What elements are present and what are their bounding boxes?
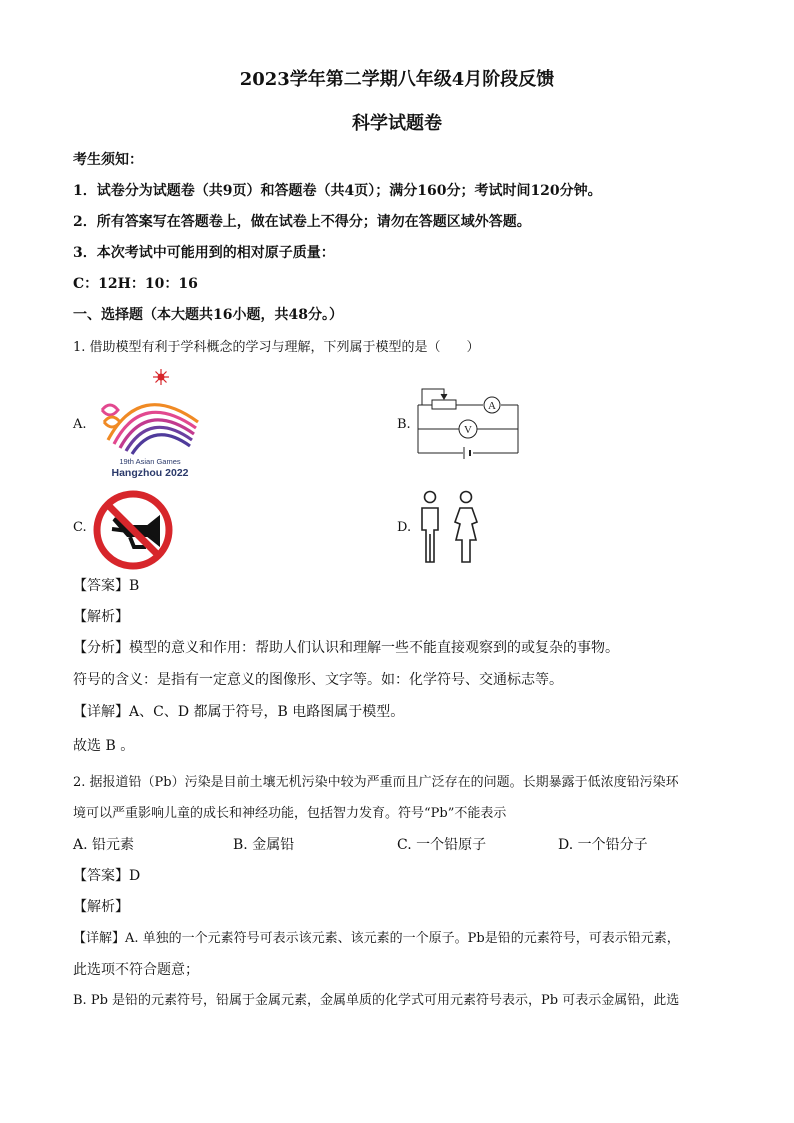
question-2-stem: 2. 据报道铅（Pb）污染是目前土壤无机污染中较为严重而且广泛存在的问题。长期暴露于低浓度铅污染环 — [73, 775, 679, 790]
sun-emblem-icon — [153, 369, 169, 385]
q2-option-c: C. 一个铅原子 — [397, 837, 487, 853]
detail-1-text: 【详解】A、C、D 都属于符号，B 电路图属于模型。 — [73, 704, 405, 720]
restroom-figures-icon — [414, 488, 490, 568]
asian-games-logo — [90, 366, 210, 484]
circuit-diagram — [414, 385, 524, 465]
answer-1: 【答案】B — [73, 578, 140, 594]
question-2-stem-cont: 境可以严重影响儿童的成长和神经功能，包括智力发育。符号“Pb”不能表示 — [73, 806, 507, 821]
notice-item: 3．本次考试中可能用到的相对原子质量： — [73, 245, 335, 261]
option-a-label: A. — [73, 417, 87, 432]
answer-2: 【答案】D — [73, 868, 141, 884]
q2-option-a: A. 铅元素 — [73, 837, 135, 853]
logo-caption-1: 19th Asian Games — [119, 457, 181, 466]
detail-2-option-b: B. Pb 是铅的元素符号，铅属于金属元素，金属单质的化学式可用元素符号表示，Pb 可表示金属铅，此选 — [73, 993, 680, 1008]
option-c-label: C. — [73, 520, 87, 535]
analysis-1-text: 【分析】模型的意义和作用：帮助人们认识和理解一些不能直接观察到的或复杂的事物。 — [73, 640, 619, 656]
page-title: 2023学年第二学期八年级4月阶段反馈 — [239, 69, 555, 90]
section-heading: 一、选择题（本大题共16小题，共48分。） — [73, 307, 343, 323]
page-subtitle: 科学试题卷 — [352, 113, 442, 134]
analysis-2-label: 【解析】 — [73, 899, 129, 915]
option-d-label: D. — [397, 520, 412, 535]
q2-option-b: B. 金属铅 — [233, 837, 295, 853]
notice-heading: 考生须知： — [73, 152, 143, 168]
notice-item: 2．所有答案写在答题卷上，做在试卷上不得分；请勿在答题区域外答题。 — [73, 214, 531, 230]
ornament-icon — [102, 405, 120, 427]
detail-2-text: 【详解】A. 单独的一个元素符号可表示该元素、该元素的一个原子。Pb是铅的元素符号，可表示铅元素， — [73, 931, 680, 946]
question-1-stem: 1. 借助模型有利于学科概念的学习与理解，下列属于模型的是（ ） — [73, 340, 480, 355]
option-b-label: B. — [397, 417, 411, 432]
logo-caption-2: Hangzhou 2022 — [111, 467, 189, 479]
rheostat-icon — [432, 400, 456, 409]
no-horn-sign-icon — [92, 489, 174, 571]
wave-arcs-icon — [108, 405, 198, 454]
ammeter-label: A — [488, 400, 496, 412]
symbol-text: 符号的含义：是指有一定意义的图像形、文字等。如：化学符号、交通标志等。 — [73, 672, 563, 688]
notice-item: 1．试卷分为试题卷（共9页）和答题卷（共4页）；满分160分；考试时间120分钟。 — [73, 183, 602, 199]
choice-1-text: 故选 B 。 — [73, 738, 135, 754]
q2-option-d: D. 一个铅分子 — [558, 837, 648, 853]
analysis-1-label: 【解析】 — [73, 609, 129, 625]
voltmeter-label: V — [464, 424, 472, 436]
detail-2-cont: 此选项不符合题意； — [73, 962, 199, 978]
notice-item: C：12H：10：16 — [73, 276, 198, 292]
